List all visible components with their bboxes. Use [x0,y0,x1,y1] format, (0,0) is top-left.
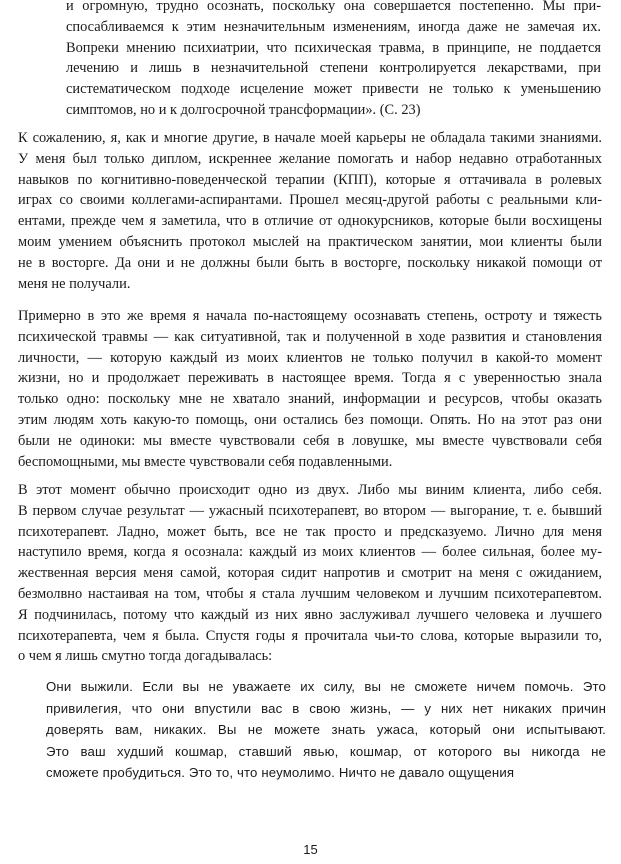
paragraph-line: безмолвно настаивая на том, чтобы я стала лучшим человеком и лучшим психотерапевтом. [18,585,602,602]
paragraph-line: этим людям хоть какую-то помощь, они остались без помощи. Опять. Но на этот раз они [18,411,602,428]
paragraph-line: только одно: поскольку мне не хватало знаний, информации и ресурсов, чтобы оказать [18,391,602,408]
quote-line: систематическом подходе исцеление может привести не только к уменьшению [66,81,601,98]
paragraph-line: Примерно в это же время я начала по-настоящему осознавать степень, остроту и тяжесть [18,308,602,324]
quote-line: Это ваш худший кошмар, ставший явью, кошмар, от которого вы никогда не [46,743,606,759]
paragraph-line: психической травмы — как ситуативной, так и полученной в ходе развития и становления [18,328,602,345]
paragraph-line: ентами, прежде чем я заметила, что в отличие от однокурсников, которые были восхищены [18,213,602,230]
paragraph-3 [18,480,602,667]
paragraph-line: не в восторге. Да они и не должны были быть в восторге, поскольку никакой помощи от [18,254,602,271]
paragraph-line: меня не получали. [18,275,131,292]
paragraph-line: жественная версия меня самой, которая сидит напротив и смотрит на меня с ожиданием, [18,565,602,582]
page-number: 15 [303,842,318,857]
paragraph-line: У меня был только диплом, искреннее желание помогать и набор недавно отработанных [18,150,602,167]
paragraph-line: В первом случае результат — ужасный психотерапевт, во втором — выгорание, т. е. бывший [18,502,602,519]
paragraph-1 [18,128,602,294]
quote-line: лечению и лишь в незначительной степени контролируется лекарствами, при [66,60,601,77]
paragraph-line: играх со своими коллегами-аспирантами. Прошел месяц-другой работы с реальными кли- [18,192,602,209]
paragraph-line: моим умением объяснить протокол мыслей на практическом занятии, мои клиенты были [18,233,602,250]
paragraph-line: психотерапевт. Ладно, может быть, все не так просто и предсказуемо. Лично для меня [18,523,602,540]
quote-line: и огромную, трудно осознать, поскольку она совершается постепенно. Мы при- [66,0,601,14]
paragraph-2 [18,306,602,472]
paragraph-line: навыков по когнитивно-поведенческой терапии (КПП), которые я оттачивала в ролевых [18,171,602,188]
paragraph-line: личности, — которую каждый из моих клиентов не только получил в какой-то момент [18,349,602,366]
block-quote-bottom [46,676,606,784]
quote-line: Вопреки мнению психиатрии, что психическая травма, в принципе, не поддается [66,39,601,56]
paragraph-line: В этот момент обычно происходит одно из двух. Либо мы виним клиента, либо себя. [18,482,602,498]
paragraph-line: Я подчинилась, потому что каждый из них явно заслуживал лучшего человека и лучшего [18,606,602,623]
quote-line: Они выжили. Если вы не уважаете их силу, вы не сможете ничем помочь. Это [46,679,606,694]
paragraph-line: К сожалению, я, как и многие другие, в начале моей карьеры не обладала такими знаниями. [18,130,602,146]
quote-line: доверять вам, никаких. Вы не можете знать ужаса, который они испытывают. [46,722,606,737]
quote-line: сможете пробудиться. Это то, что неумолимо. Ничто не давало ощущения [46,765,515,780]
paragraph-line: жизни, но и продолжает переживать в настоящее время. Тогда я с уверенностью знала [18,370,602,387]
paragraph-line: беспомощными, мы вместе чувствовали себя подавленными. [18,453,393,470]
quote-line: привилегия, что они впустили вас в свою жизнь, — у них нет никаких причин [46,700,606,716]
paragraph-line: психотерапевта, чем я была. Спустя годы я прочитала чьи-то слова, которые выразили то, [18,627,602,644]
quote-line: спосабливаемся к этим незначительным изменениям, иногда даже не замечая их. [66,18,601,35]
block-quote-top [66,0,601,121]
paragraph-line: наступило время, когда я осознала: каждый из моих клиентов — более сильная, более му- [18,544,602,561]
quote-line: симптомов, но и к долгосрочной трансформации». (С. 23) [66,101,421,118]
paragraph-line: были не одиноки: мы вместе чувствовали себя в ловушке, мы вместе чувствовали себя [18,432,602,449]
paragraph-line: о чем я лишь смутно тогда догадывалась: [18,648,273,665]
